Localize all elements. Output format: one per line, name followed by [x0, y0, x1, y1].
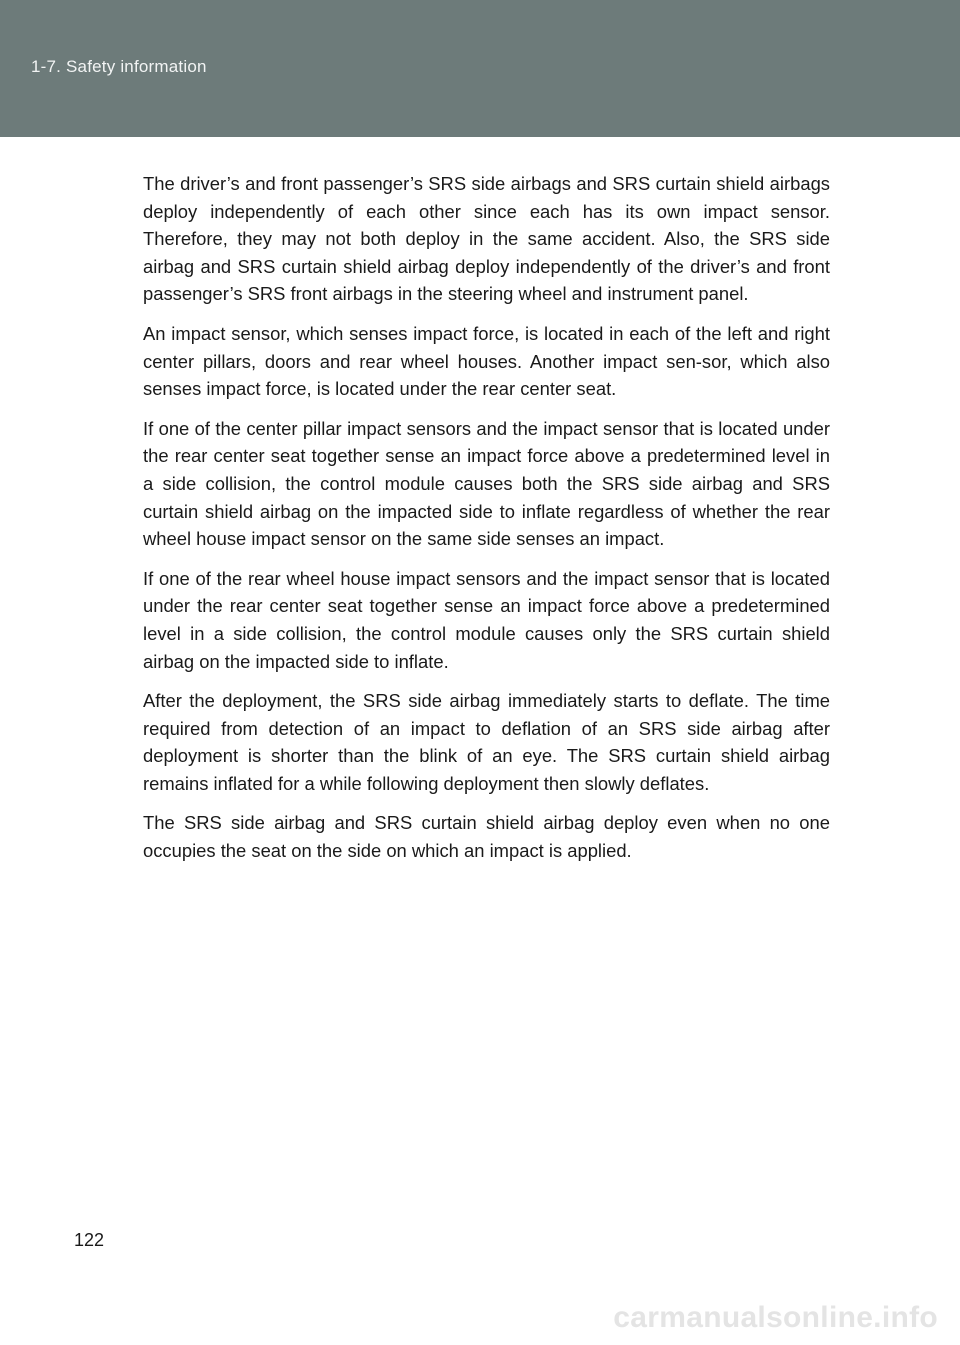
watermark: carmanualsonline.info [613, 1301, 938, 1334]
paragraph: The driver’s and front passenger’s SRS side airbags and SRS curtain shield airbags deploy independently of each other since each has its own impact sensor. Therefore, they may not both deploy in the same accident. Also, the SRS side airbag and SRS curtain shield airbag deploy independently of the driver’s and front passenger’s SRS front airbags in the steering wheel and instrument panel. [143, 173, 830, 305]
paragraph: If one of the center pillar impact sensors and the impact sensor that is located under the rear center seat together sense an impact force above a predetermined level in a side collision, the control module causes both the SRS side airbag and SRS curtain shield airbag on the impacted side to inflate regardless of whether the rear wheel house impact sensor on the same side senses an impact. [143, 417, 830, 550]
paragraph: The SRS side airbag and SRS curtain shield airbag deploy even when no one occupies the seat on the side on which an impact is applied. [143, 812, 830, 862]
paragraph: After the deployment, the SRS side airbag immediately starts to deflate. The time required from detection of an impact to deflation of an SRS side airbag after deployment is shorter than the blink of an eye. The SRS curtain shield airbag remains inflated for a while following deployment then slowly deflates. [143, 690, 830, 794]
paragraph: An impact sensor, which senses impact force, is located in each of the left and right center pillars, doors and rear wheel houses. Another impact sen-sor, which also senses impact force, is located under the rear center seat. [143, 322, 830, 400]
page-number: 122 [74, 1230, 105, 1250]
header-band [0, 0, 960, 137]
section-title: 1-7. Safety information [31, 57, 207, 76]
body-text [143, 170, 830, 877]
paragraph: If one of the rear wheel house impact sensors and the impact sensor that is located under the rear center seat together sense an impact force above a predetermined level in a side collision, the control module causes only the SRS curtain shield airbag on the impacted side to inflate. [143, 567, 830, 672]
